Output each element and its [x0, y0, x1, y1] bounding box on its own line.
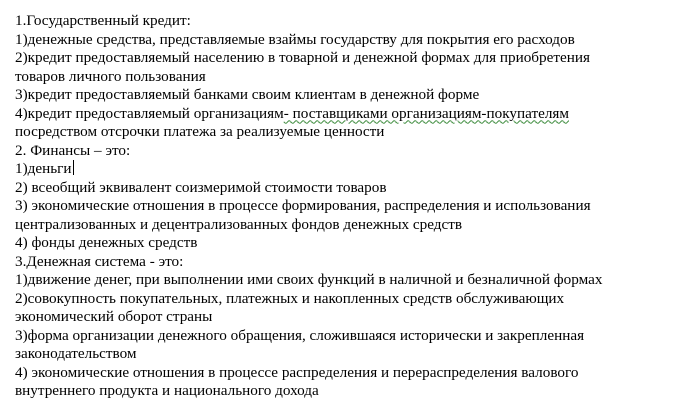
question-1-option-4 [15, 105, 670, 124]
text-cursor [73, 160, 74, 175]
question-2-title: 2. Финансы – это: [15, 141, 131, 159]
question-1-option-4-continued: посредством отсрочки платежа за реализуемые ценности [15, 123, 385, 140]
question-3-title: 3.Денежная система - это: [15, 252, 184, 270]
question-2-option-3-continued: централизованных и децентрализованных фондов денежных средств [15, 215, 463, 233]
question-2-option-3: 3) экономические отношения в процессе формирования, распределения и использования [15, 197, 591, 214]
question-1-title: 1.Государственный кредит: [15, 12, 191, 29]
question-1-option-3: 3)кредит предоставляемый банками своим клиентам в денежной форме [15, 86, 480, 103]
question-2-option-1-text: 1)деньги [15, 160, 72, 177]
question-3-option-4: 4) экономические отношения в процессе распределения и перераспределения валового [15, 363, 579, 381]
question-3-option-3-continued: законодательством [15, 345, 137, 362]
question-3-option-3: 3)форма организации денежного обращения, сложившаяся исторически и закрепленная [15, 326, 585, 344]
question-2-option-4: 4) фонды денежных средств [15, 234, 198, 251]
question-3-option-4-continued: внутреннего продукта и национального дохода [15, 382, 319, 399]
document-body[interactable] [15, 12, 670, 401]
question-2-option-1 [15, 160, 670, 179]
question-1-option-2: 2)кредит предоставляемый населению в товарной и денежной формах для приобретения [15, 49, 590, 66]
question-3-option-1: 1)движение денег, при выполнении ими своих функций в наличной и безналичной формах [15, 271, 603, 288]
question-1-option-1: 1)денежные средства, представляемые взаймы государству для покрытия его расходов [15, 30, 575, 48]
question-1-option-4-start: 4)кредит предоставляемый организациям [15, 104, 284, 122]
spellcheck-marked-text: - поставщиками организациям-покупателям [283, 104, 569, 122]
question-2-option-2: 2) всеобщий эквивалент соизмеримой стоимости товаров [15, 178, 387, 196]
question-3-option-2: 2)совокупность покупательных, платежных и накопленных средств обслуживающих [15, 289, 565, 307]
question-1-option-2-continued: товаров личного пользования [15, 67, 206, 85]
question-3-option-2-continued: экономический оборот страны [15, 308, 213, 325]
